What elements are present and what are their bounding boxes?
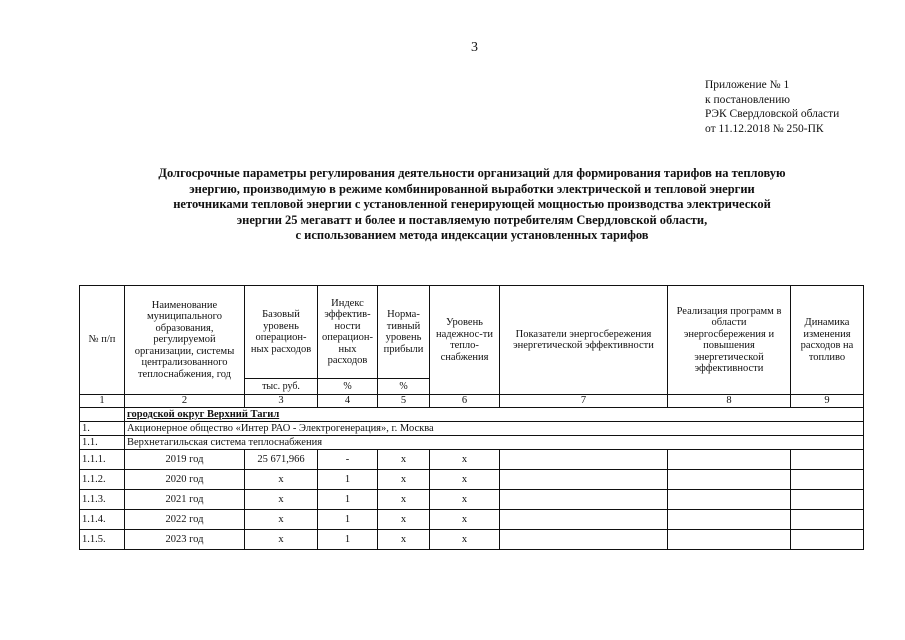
row-num: 1.1.1.	[80, 450, 125, 470]
row-num: 1.1.2.	[80, 470, 125, 490]
header-efficiency-index: Индекс эффектив-ности операцион-ных расходов	[318, 286, 378, 379]
row-energy-indicators	[500, 470, 668, 490]
header-num: № п/п	[80, 286, 125, 395]
table-header-row	[80, 286, 864, 379]
title-line: с использованием метода индексации установленных тарифов	[295, 228, 649, 243]
appendix-line: РЭК Свердловской области	[705, 108, 840, 120]
row-energy-indicators	[500, 450, 668, 470]
unit-normative-profit: %	[378, 379, 430, 395]
title-line: неточниками тепловой энергии с установленной генерирующей мощностью производства электрической	[173, 197, 771, 212]
column-number: 8	[668, 395, 791, 408]
row-base-opex: 25 671,966	[245, 450, 318, 470]
row-normative-profit: x	[378, 450, 430, 470]
row-energy-programs	[668, 470, 791, 490]
row-fuel-dynamics	[791, 490, 864, 510]
column-number: 3	[245, 395, 318, 408]
municipality-name	[125, 408, 864, 422]
system-row	[80, 436, 864, 450]
header-energy-indicators: Показатели энергосбережения энергетической эффективности	[500, 286, 668, 395]
row-energy-indicators	[500, 530, 668, 550]
row-year: 2021 год	[125, 490, 245, 510]
row-reliability: x	[430, 490, 500, 510]
municipality-num-cell	[80, 408, 125, 422]
row-energy-indicators	[500, 510, 668, 530]
row-energy-programs	[668, 510, 791, 530]
organization-row	[80, 422, 864, 436]
page-number: 3	[471, 40, 478, 55]
row-normative-profit: x	[378, 490, 430, 510]
row-base-opex: x	[245, 470, 318, 490]
organization-num: 1.	[80, 422, 125, 436]
appendix-block	[705, 78, 839, 136]
row-energy-programs	[668, 490, 791, 510]
unit-base-opex: тыс. руб.	[245, 379, 318, 395]
column-numbers-row	[80, 395, 864, 408]
municipality-row	[80, 408, 864, 422]
header-energy-programs: Реализация программ в области энергосбережения и повышения энергетической эффективности	[668, 286, 791, 395]
row-base-opex: x	[245, 530, 318, 550]
column-number: 2	[125, 395, 245, 408]
document-title	[80, 166, 864, 244]
row-num: 1.1.5.	[80, 530, 125, 550]
row-reliability: x	[430, 510, 500, 530]
unit-efficiency-index: %	[318, 379, 378, 395]
row-efficiency-index: -	[318, 450, 378, 470]
row-efficiency-index: 1	[318, 490, 378, 510]
row-fuel-dynamics	[791, 450, 864, 470]
row-year: 2023 год	[125, 530, 245, 550]
column-number: 5	[378, 395, 430, 408]
system-name: Верхнетагильская система теплоснабжения	[125, 436, 864, 450]
table-row	[80, 510, 864, 530]
row-fuel-dynamics	[791, 470, 864, 490]
row-reliability: x	[430, 450, 500, 470]
header-base-opex: Базовый уровень операцион-ных расходов	[245, 286, 318, 379]
table-row	[80, 470, 864, 490]
row-reliability: x	[430, 530, 500, 550]
row-efficiency-index: 1	[318, 470, 378, 490]
row-base-opex: x	[245, 510, 318, 530]
column-number: 7	[500, 395, 668, 408]
row-normative-profit: x	[378, 470, 430, 490]
row-year: 2022 год	[125, 510, 245, 530]
column-number: 1	[80, 395, 125, 408]
municipality-label: городской округ Верхний Тагил	[127, 408, 280, 420]
row-normative-profit: x	[378, 530, 430, 550]
parameters-table	[79, 285, 864, 550]
header-reliability: Уровень надежнос-ти тепло-снабжения	[430, 286, 500, 395]
row-year: 2020 год	[125, 470, 245, 490]
table-row	[80, 530, 864, 550]
row-num: 1.1.3.	[80, 490, 125, 510]
row-fuel-dynamics	[791, 510, 864, 530]
row-reliability: x	[430, 470, 500, 490]
row-fuel-dynamics	[791, 530, 864, 550]
row-year: 2019 год	[125, 450, 245, 470]
table-row	[80, 490, 864, 510]
title-line: энергии 25 мегаватт и более и поставляемую потребителям Свердловской области,	[236, 212, 708, 227]
header-name: Наименование муниципального образования, регулируемой организации, системы централизованного теплоснабжения, год	[125, 286, 245, 395]
header-fuel-dynamics: Динамика изменения расходов на топливо	[791, 286, 864, 395]
row-efficiency-index: 1	[318, 510, 378, 530]
row-energy-programs	[668, 450, 791, 470]
title-line: Долгосрочные параметры регулирования деятельности организаций для формирования тарифов на тепловую	[158, 166, 786, 180]
appendix-line: к постановлению	[705, 93, 790, 106]
row-num: 1.1.4.	[80, 510, 125, 530]
row-base-opex: x	[245, 490, 318, 510]
appendix-line: от 11.12.2018 № 250-ПК	[705, 122, 824, 135]
row-normative-profit: x	[378, 510, 430, 530]
column-number: 9	[791, 395, 864, 408]
organization-name: Акционерное общество «Интер РАО - Электрогенерация», г. Москва	[125, 422, 864, 436]
appendix-line: Приложение № 1	[705, 79, 790, 91]
column-number: 6	[430, 395, 500, 408]
row-energy-programs	[668, 530, 791, 550]
title-line: энергию, производимую в режиме комбинированной выработки электрической и тепловой энергии	[189, 181, 755, 196]
system-num: 1.1.	[80, 436, 125, 450]
table-row	[80, 450, 864, 470]
row-efficiency-index: 1	[318, 530, 378, 550]
column-number: 4	[318, 395, 378, 408]
header-normative-profit: Норма-тивный уровень прибыли	[378, 286, 430, 379]
row-energy-indicators	[500, 490, 668, 510]
